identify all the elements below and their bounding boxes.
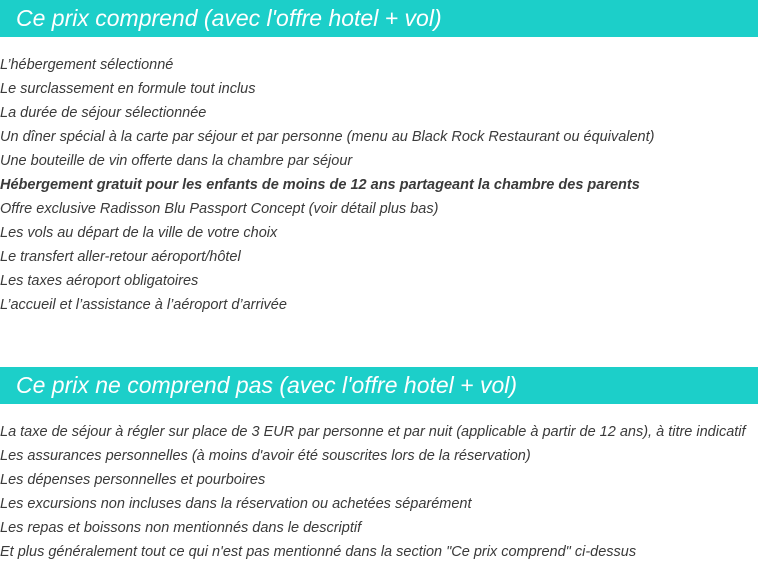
includes-list	[0, 53, 758, 317]
list-item: Le surclassement en formule tout inclus	[0, 81, 256, 97]
list-item: Une bouteille de vin offerte dans la chambre par séjour	[0, 153, 353, 169]
list-item: Les taxes aéroport obligatoires	[0, 273, 199, 289]
list-item: La taxe de séjour à régler sur place de 3 EUR par personne et par nuit (applicable à partir de 12 ans), à titre indicatif	[0, 424, 746, 440]
list-item: Les dépenses personnelles et pourboires	[0, 472, 266, 488]
list-item: Et plus généralement tout ce qui n'est pas mentionné dans la section "Ce prix comprend" ci-dessus	[0, 544, 637, 560]
includes-section-title: Ce prix comprend (avec l'offre hotel + vol)	[0, 0, 758, 37]
list-item: L’hébergement sélectionné	[0, 57, 174, 73]
list-item: Offre exclusive Radisson Blu Passport Concept (voir détail plus bas)	[0, 201, 439, 217]
excludes-list	[0, 420, 758, 564]
list-item: Les repas et boissons non mentionnés dans le descriptif	[0, 520, 362, 536]
list-item: La durée de séjour sélectionnée	[0, 105, 207, 121]
list-item: Les vols au départ de la ville de votre choix	[0, 225, 278, 241]
list-item: Hébergement gratuit pour les enfants de moins de 12 ans partageant la chambre des parents	[0, 177, 640, 193]
list-item: Un dîner spécial à la carte par séjour et par personne (menu au Black Rock Restaurant ou équivalent)	[0, 129, 655, 145]
list-item: Le transfert aller-retour aéroport/hôtel	[0, 249, 241, 265]
excludes-section-title: Ce prix ne comprend pas (avec l'offre hotel + vol)	[0, 367, 758, 404]
list-item: L’accueil et l’assistance à l’aéroport d’arrivée	[0, 297, 287, 313]
list-item: Les assurances personnelles (à moins d'avoir été souscrites lors de la réservation)	[0, 448, 531, 464]
list-item: Les excursions non incluses dans la réservation ou achetées séparément	[0, 496, 472, 512]
